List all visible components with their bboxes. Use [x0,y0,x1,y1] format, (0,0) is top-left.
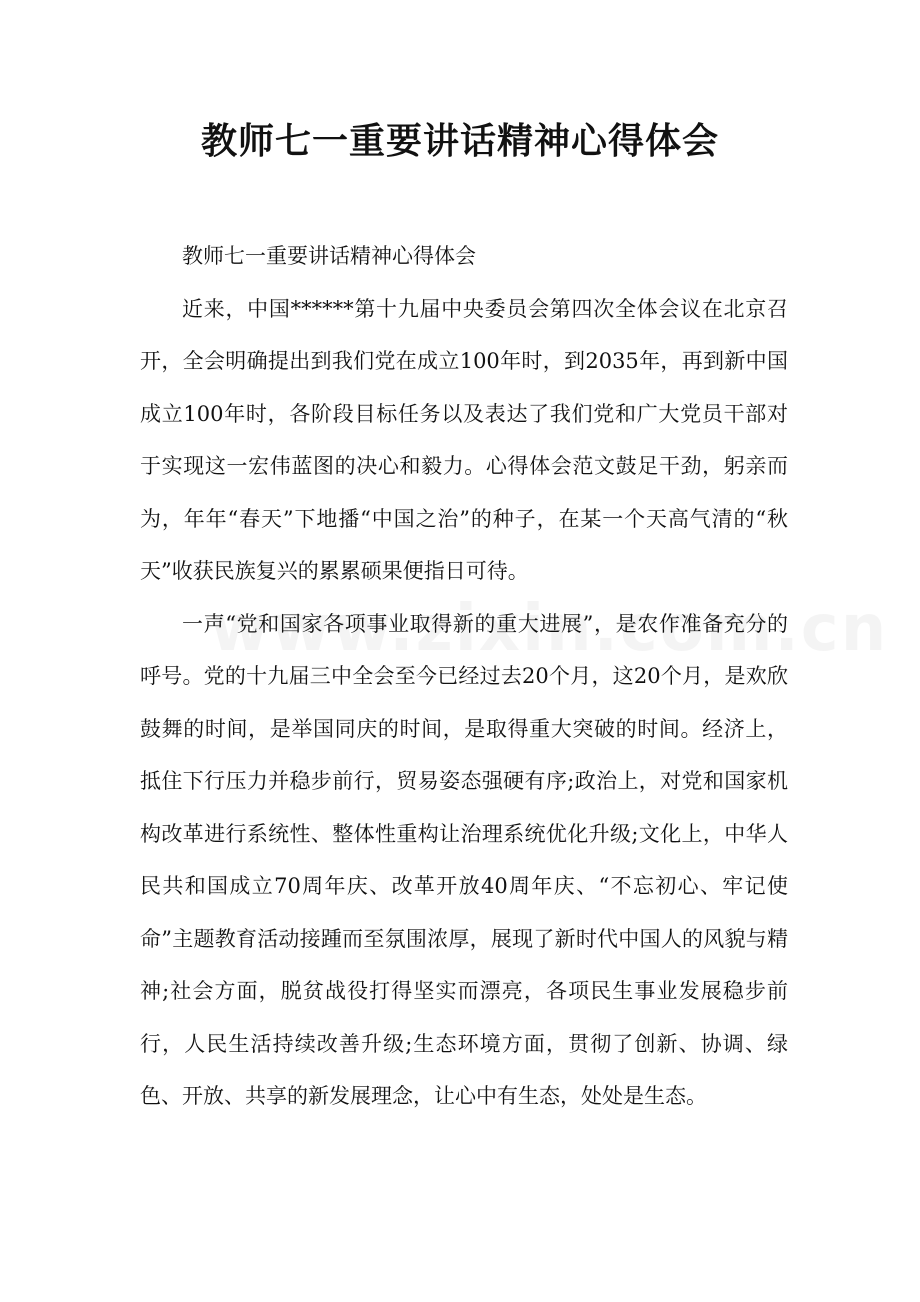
document-body [140,230,788,1123]
document-title: 教师七一重要讲话精神心得体会 [200,121,719,162]
paragraph-2: 一声“党和国家各项事业取得新的重大进展”，是农作准备充分的呼号。党的十九届三中全会至今已经过去20个月，这20个月，是欢欣鼓舞的时间，是举国同庆的时间，是取得重大突破的时间。经济上，抵住下行压力并稳步前行，贸易姿态强硬有序;政治上，对党和国家机构改革进行系统性、整体性重构让治理系统优化升级;文化上，中华人民共和国成立70周年庆、改革开放40周年庆、“不忘初心、牢记使命”主题教育活动接踵而至氛围浓厚，展现了新时代中国人的风貌与精神;社会方面，脱贫战役打得坚实而漂亮，各项民生事业发展稳步前行，人民生活持续改善升级;生态环境方面，贯彻了创新、协调、绿色、开放、共享的新发展理念，让心中有生态，处处是生态。 [140,611,788,1108]
paragraph-subtitle: 教师七一重要讲话精神心得体会 [182,244,476,268]
paragraph-1: 近来，中国******第十九届中央委员会第四次全体会议在北京召开，全会明确提出到我们党在成立100年时，到2035年，再到新中国成立100年时，各阶段目标任务以及表达了我们党和广大党员干部对于实现这一宏伟蓝图的决心和毅力。心得体会范文鼓足干劲，躬亲而为，年年“春天”下地播“中国之治”的种子，在某一个天高气清的“秋天”收获民族复兴的累累硕果便指日可待。 [140,296,788,583]
